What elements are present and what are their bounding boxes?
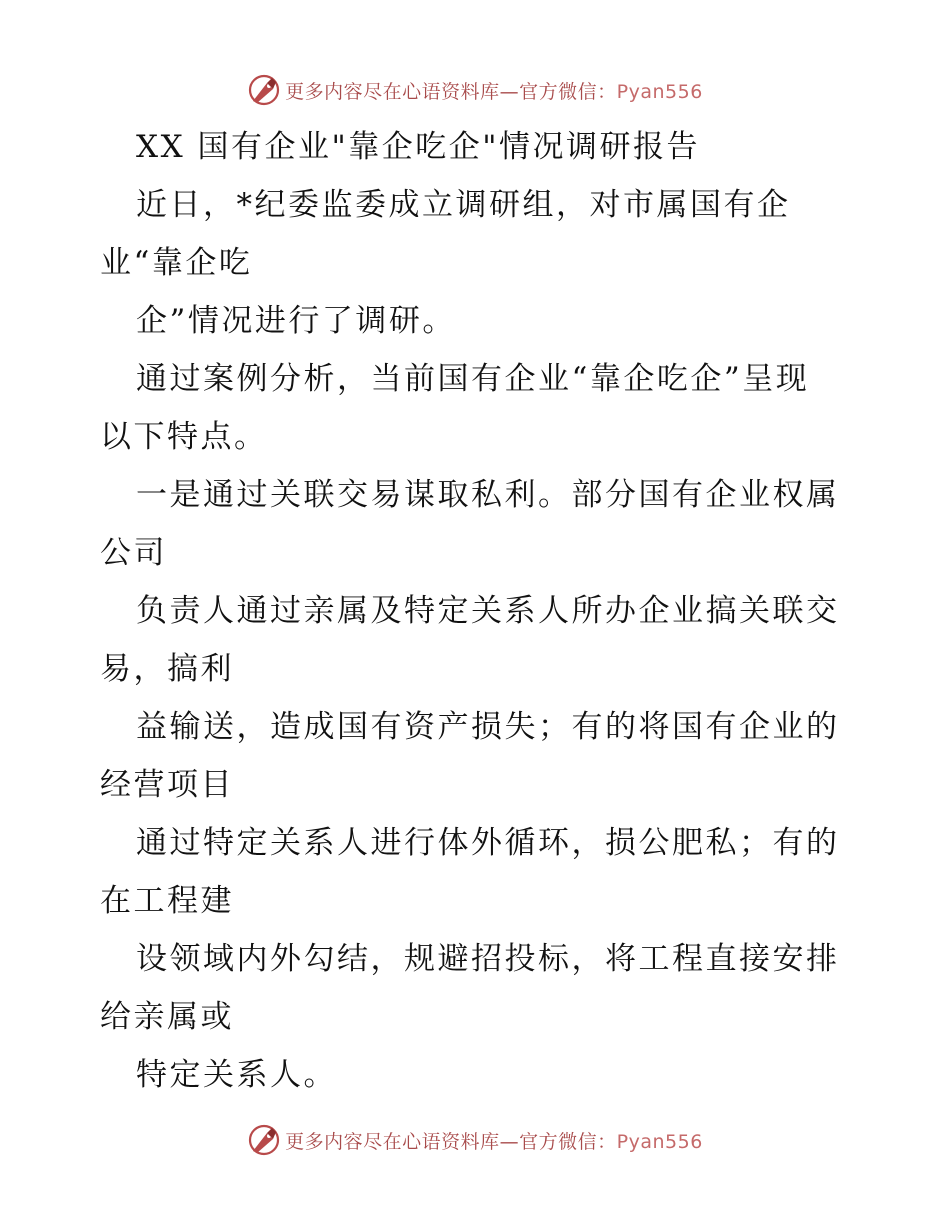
document-line: 负责人通过亲属及特定关系人所办企业搞关联交 bbox=[136, 593, 840, 629]
document-line: 经营项目 bbox=[100, 767, 234, 803]
document-line: 易，搞利 bbox=[100, 651, 234, 687]
banner-label: 更多内容尽在心语资料库—官方微信： bbox=[285, 1130, 617, 1153]
document-line: 给亲属或 bbox=[100, 999, 234, 1035]
document-line: 一是通过关联交易谋取私利。部分国有企业权属 bbox=[136, 477, 840, 513]
pen-nib-logo-icon bbox=[247, 1123, 281, 1157]
footer-banner bbox=[0, 1118, 950, 1162]
document-line: 企”情况进行了调研。 bbox=[136, 303, 456, 339]
header-banner bbox=[0, 68, 950, 112]
banner-label: 更多内容尽在心语资料库—官方微信： bbox=[285, 80, 617, 103]
document-line: 设领域内外勾结，规避招投标，将工程直接安排 bbox=[136, 941, 840, 977]
banner-text bbox=[285, 1127, 703, 1154]
banner-text bbox=[285, 77, 703, 104]
banner-wechat-id: Pyan556 bbox=[616, 1130, 703, 1153]
document-line: 通过案例分析，当前国有企业“靠企吃企”呈现 bbox=[136, 361, 810, 397]
document-line: 近日，*纪委监委成立调研组，对市属国有企 bbox=[136, 187, 791, 223]
document-line: 通过特定关系人进行体外循环，损公肥私；有的 bbox=[136, 825, 840, 861]
pen-nib-logo-icon bbox=[247, 73, 281, 107]
banner-wechat-id: Pyan556 bbox=[616, 80, 703, 103]
document-line: 益输送，造成国有资产损失；有的将国有企业的 bbox=[136, 709, 840, 745]
document-line: 以下特点。 bbox=[100, 419, 268, 455]
document-line: 公司 bbox=[100, 535, 167, 571]
document-body bbox=[100, 118, 860, 1104]
document-title: XX 国有企业"靠企吃企"情况调研报告 bbox=[136, 129, 701, 165]
document-line: 特定关系人。 bbox=[136, 1057, 337, 1093]
document-line: 业“靠企吃 bbox=[100, 245, 253, 281]
document-line: 在工程建 bbox=[100, 883, 234, 919]
